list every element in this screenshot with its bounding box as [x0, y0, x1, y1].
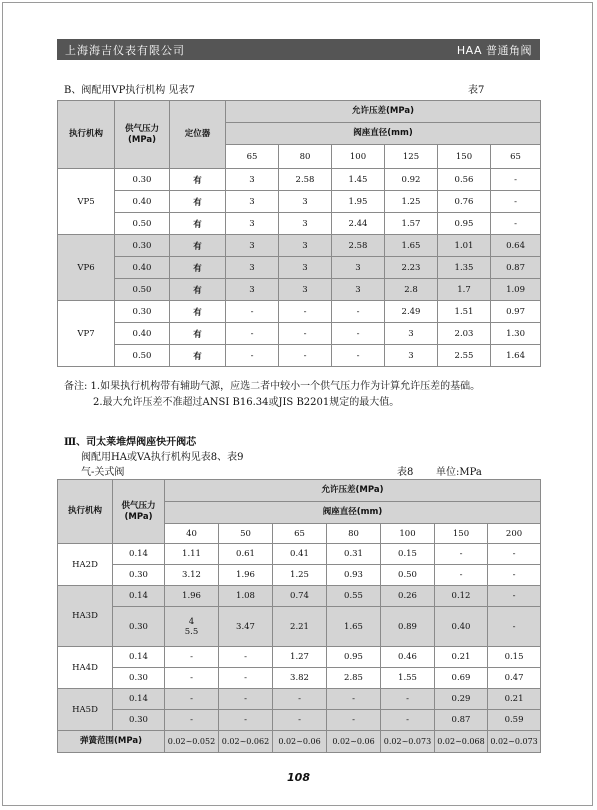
t7-value-cell: 1.7 — [438, 279, 491, 301]
t8-value-cell: - — [165, 689, 219, 710]
t8-diameter-header: 80 — [327, 524, 381, 544]
t7-pressure-cell: 0.50 — [115, 213, 170, 235]
t7-value-cell: 2.58 — [332, 235, 385, 257]
t8-head-sub: 阀座直径(mm) — [165, 502, 541, 524]
t8-head-actuator: 执行机构 — [58, 480, 113, 544]
t7-actuator-name: VP5 — [58, 169, 115, 235]
t7-value-cell: 3 — [226, 213, 279, 235]
t7-value-cell: 0.64 — [491, 235, 541, 257]
t7-actuator-name: VP6 — [58, 235, 115, 301]
t7-positioner-cell: 有 — [170, 301, 226, 323]
section-3-line-2: 气-关式阀 — [81, 467, 125, 478]
t8-value-cell: 0.40 — [435, 607, 488, 647]
t8-value-cell: - — [165, 710, 219, 731]
t7-value-cell: - — [279, 301, 332, 323]
t7-value-cell: - — [332, 323, 385, 345]
t8-value-cell: - — [381, 710, 435, 731]
t8-value-cell: - — [327, 710, 381, 731]
t8-value-cell: 0.26 — [381, 586, 435, 607]
t8-value-cell: 3.12 — [165, 565, 219, 586]
t8-value-cell: - — [273, 710, 327, 731]
section-3-line-1: 阀配用HA或VA执行机构见表8、表9 — [81, 452, 244, 463]
t7-value-cell: 3 — [279, 213, 332, 235]
t8-value-cell: 0.47 — [488, 668, 541, 689]
t7-value-cell: 2.03 — [438, 323, 491, 345]
t7-value-cell: - — [491, 169, 541, 191]
t7-value-cell: 2.8 — [385, 279, 438, 301]
t8-value-cell: - — [327, 689, 381, 710]
t7-diameter-header: 65 — [491, 145, 541, 169]
t8-diameter-header: 150 — [435, 524, 488, 544]
t8-value-cell: - — [488, 544, 541, 565]
t7-actuator-name: VP7 — [58, 301, 115, 367]
t8-value-cell: - — [435, 544, 488, 565]
t7-positioner-cell: 有 — [170, 235, 226, 257]
t7-value-cell: 1.25 — [385, 191, 438, 213]
t7-value-cell: 0.56 — [438, 169, 491, 191]
table8-unit: 单位:MPa — [436, 467, 482, 478]
t7-head-group: 允许压差(MPa) — [226, 101, 541, 123]
t8-value-cell: 3.82 — [273, 668, 327, 689]
t8-value-cell: - — [435, 565, 488, 586]
t8-value-cell: 0.15 — [381, 544, 435, 565]
t8-value-cell: 0.21 — [435, 647, 488, 668]
t7-pressure-cell: 0.40 — [115, 191, 170, 213]
t7-value-cell: 3 — [279, 235, 332, 257]
t7-value-cell: 3 — [226, 235, 279, 257]
t8-head-pressure: 供气压力(MPa) — [113, 480, 165, 544]
t7-value-cell: - — [332, 345, 385, 367]
t7-value-cell: - — [226, 345, 279, 367]
t8-value-cell: - — [219, 647, 273, 668]
t8-value-cell: 2.85 — [327, 668, 381, 689]
t7-value-cell: 3 — [385, 323, 438, 345]
t7-value-cell: 3 — [226, 191, 279, 213]
t7-diameter-header: 80 — [279, 145, 332, 169]
t7-value-cell: - — [279, 323, 332, 345]
t7-value-cell: 1.51 — [438, 301, 491, 323]
t7-value-cell: 3 — [332, 257, 385, 279]
t8-spring-label: 弹簧范围(MPa) — [58, 731, 165, 753]
t7-positioner-cell: 有 — [170, 279, 226, 301]
t8-value-cell: 1.65 — [327, 607, 381, 647]
t7-value-cell: 0.92 — [385, 169, 438, 191]
t7-pressure-cell: 0.30 — [115, 301, 170, 323]
t7-value-cell: 3 — [385, 345, 438, 367]
t8-value-cell: 0.55 — [327, 586, 381, 607]
t7-value-cell: 3 — [226, 257, 279, 279]
t8-value-cell: 0.15 — [488, 647, 541, 668]
t8-actuator-name: HA3D — [58, 586, 113, 647]
t7-value-cell: 0.97 — [491, 301, 541, 323]
t7-head-actuator: 执行机构 — [58, 101, 115, 169]
t8-value-cell: 0.87 — [435, 710, 488, 731]
t8-actuator-name: HA5D — [58, 689, 113, 731]
t7-diameter-header: 100 — [332, 145, 385, 169]
t7-value-cell: - — [279, 345, 332, 367]
t8-value-cell: - — [488, 586, 541, 607]
t7-value-cell: 0.87 — [491, 257, 541, 279]
t7-value-cell: 2.44 — [332, 213, 385, 235]
t8-value-cell: 0.50 — [381, 565, 435, 586]
t8-pressure-cell: 0.14 — [113, 689, 165, 710]
t7-value-cell: - — [491, 191, 541, 213]
t8-pressure-cell: 0.30 — [113, 710, 165, 731]
t8-value-cell: 1.27 — [273, 647, 327, 668]
t8-pressure-cell: 0.14 — [113, 647, 165, 668]
t8-head-group: 允许压差(MPa) — [165, 480, 541, 502]
t8-pressure-cell: 0.30 — [113, 668, 165, 689]
t8-value-cell: 0.12 — [435, 586, 488, 607]
t7-diameter-header: 150 — [438, 145, 491, 169]
t8-pressure-cell: 0.14 — [113, 586, 165, 607]
t8-value-cell: - — [219, 668, 273, 689]
t8-spring-value: 0.02~0.073 — [381, 731, 435, 753]
t7-value-cell: - — [226, 301, 279, 323]
t8-value-cell: - — [165, 668, 219, 689]
t8-diameter-header: 200 — [488, 524, 541, 544]
t7-value-cell: 3 — [226, 279, 279, 301]
t8-value-cell: 0.69 — [435, 668, 488, 689]
t8-value-cell: 3.47 — [219, 607, 273, 647]
t7-positioner-cell: 有 — [170, 345, 226, 367]
t8-diameter-header: 50 — [219, 524, 273, 544]
t7-value-cell: 2.58 — [279, 169, 332, 191]
t7-positioner-cell: 有 — [170, 191, 226, 213]
t7-positioner-cell: 有 — [170, 169, 226, 191]
t8-spring-value: 0.02~0.068 — [435, 731, 488, 753]
t7-value-cell: 3 — [279, 191, 332, 213]
t7-value-cell: 2.55 — [438, 345, 491, 367]
t8-value-cell: 0.41 — [273, 544, 327, 565]
t7-value-cell: 3 — [279, 279, 332, 301]
company-name: 上海海吉仪表有限公司 — [65, 44, 185, 57]
t8-value-cell: 1.08 — [219, 586, 273, 607]
t7-pressure-cell: 0.40 — [115, 257, 170, 279]
t7-value-cell: - — [226, 323, 279, 345]
t7-value-cell: 1.65 — [385, 235, 438, 257]
t7-positioner-cell: 有 — [170, 257, 226, 279]
t8-pressure-cell: 0.30 — [113, 565, 165, 586]
t8-value-cell: 0.74 — [273, 586, 327, 607]
t7-diameter-header: 125 — [385, 145, 438, 169]
product-name: HAA 普通角阀 — [456, 44, 532, 57]
t8-value-cell: - — [488, 607, 541, 647]
t8-value-cell: - — [381, 689, 435, 710]
t8-value-cell: - — [219, 689, 273, 710]
t7-pressure-cell: 0.40 — [115, 323, 170, 345]
t7-value-cell: - — [332, 301, 385, 323]
t8-value-cell: 0.59 — [488, 710, 541, 731]
t7-head-positioner: 定位器 — [170, 101, 226, 169]
t8-spring-value: 0.02~0.06 — [273, 731, 327, 753]
table8-ref: 表8 — [397, 467, 414, 478]
t7-diameter-header: 65 — [226, 145, 279, 169]
t7-pressure-cell: 0.50 — [115, 279, 170, 301]
note-line-1: 备注: 1.如果执行机构带有辅助气源，应选二者中较小一个供气压力作为计算允许压差的基础。 — [64, 381, 481, 392]
t7-value-cell: 1.35 — [438, 257, 491, 279]
t8-value-cell: - — [273, 689, 327, 710]
t7-head-sub: 阀座直径(mm) — [226, 123, 541, 145]
t7-value-cell: 3 — [226, 169, 279, 191]
t8-value-cell: 0.29 — [435, 689, 488, 710]
t7-value-cell: 3 — [279, 257, 332, 279]
t8-value-cell: 1.11 — [165, 544, 219, 565]
t7-positioner-cell: 有 — [170, 213, 226, 235]
t8-value-cell: 0.95 — [327, 647, 381, 668]
t8-diameter-header: 100 — [381, 524, 435, 544]
t7-head-pressure: 供气压力(MPa) — [115, 101, 170, 169]
page-number: 108 — [287, 771, 310, 784]
t7-value-cell: 0.76 — [438, 191, 491, 213]
t8-value-cell: - — [165, 647, 219, 668]
page-header — [57, 39, 540, 60]
t8-value-cell: - — [219, 710, 273, 731]
t8-diameter-header: 40 — [165, 524, 219, 544]
t8-value-cell: 0.31 — [327, 544, 381, 565]
table7-ref: 表7 — [468, 85, 485, 96]
table-7 — [57, 100, 541, 367]
t8-value-cell: 1.96 — [219, 565, 273, 586]
table-8 — [57, 479, 541, 753]
t8-value-cell: 0.89 — [381, 607, 435, 647]
t7-value-cell: 0.95 — [438, 213, 491, 235]
t7-pressure-cell: 0.30 — [115, 235, 170, 257]
section-3-title: Ⅲ、司太莱堆焊阀座快开阀芯 — [64, 437, 197, 448]
t7-value-cell: 1.01 — [438, 235, 491, 257]
t8-diameter-header: 65 — [273, 524, 327, 544]
t8-value-cell: - — [488, 565, 541, 586]
t7-value-cell: - — [491, 213, 541, 235]
t8-pressure-cell: 0.30 — [113, 607, 165, 647]
t7-value-cell: 1.30 — [491, 323, 541, 345]
t8-value-cell: 1.55 — [381, 668, 435, 689]
t8-value-cell: 0.21 — [488, 689, 541, 710]
t8-value-cell: 2.21 — [273, 607, 327, 647]
t8-value-cell: 1.96 — [165, 586, 219, 607]
t7-value-cell: 3 — [332, 279, 385, 301]
t7-pressure-cell: 0.30 — [115, 169, 170, 191]
t8-value-cell: 0.61 — [219, 544, 273, 565]
t8-value-cell: 1.25 — [273, 565, 327, 586]
t8-spring-value: 0.02~0.073 — [488, 731, 541, 753]
t7-value-cell: 1.09 — [491, 279, 541, 301]
t8-actuator-name: HA2D — [58, 544, 113, 586]
t8-spring-value: 0.02~0.052 — [165, 731, 219, 753]
t7-value-cell: 1.45 — [332, 169, 385, 191]
t8-value-cell: 0.46 — [381, 647, 435, 668]
t7-value-cell: 1.64 — [491, 345, 541, 367]
t7-value-cell: 2.49 — [385, 301, 438, 323]
t8-spring-value: 0.02~0.06 — [327, 731, 381, 753]
note-line-2: 2.最大允许压差不准超过ANSI B16.34或JIS B2201规定的最大值。 — [93, 397, 400, 408]
t8-spring-value: 0.02~0.062 — [219, 731, 273, 753]
t8-value-cell: 0.93 — [327, 565, 381, 586]
t7-positioner-cell: 有 — [170, 323, 226, 345]
t7-value-cell: 2.23 — [385, 257, 438, 279]
t7-pressure-cell: 0.50 — [115, 345, 170, 367]
t8-actuator-name: HA4D — [58, 647, 113, 689]
section-b-title: B、阀配用VP执行机构 见表7 — [64, 85, 195, 96]
t7-value-cell: 1.57 — [385, 213, 438, 235]
t8-value-cell: 4 5.5 — [165, 607, 219, 647]
t8-pressure-cell: 0.14 — [113, 544, 165, 565]
t7-value-cell: 1.95 — [332, 191, 385, 213]
